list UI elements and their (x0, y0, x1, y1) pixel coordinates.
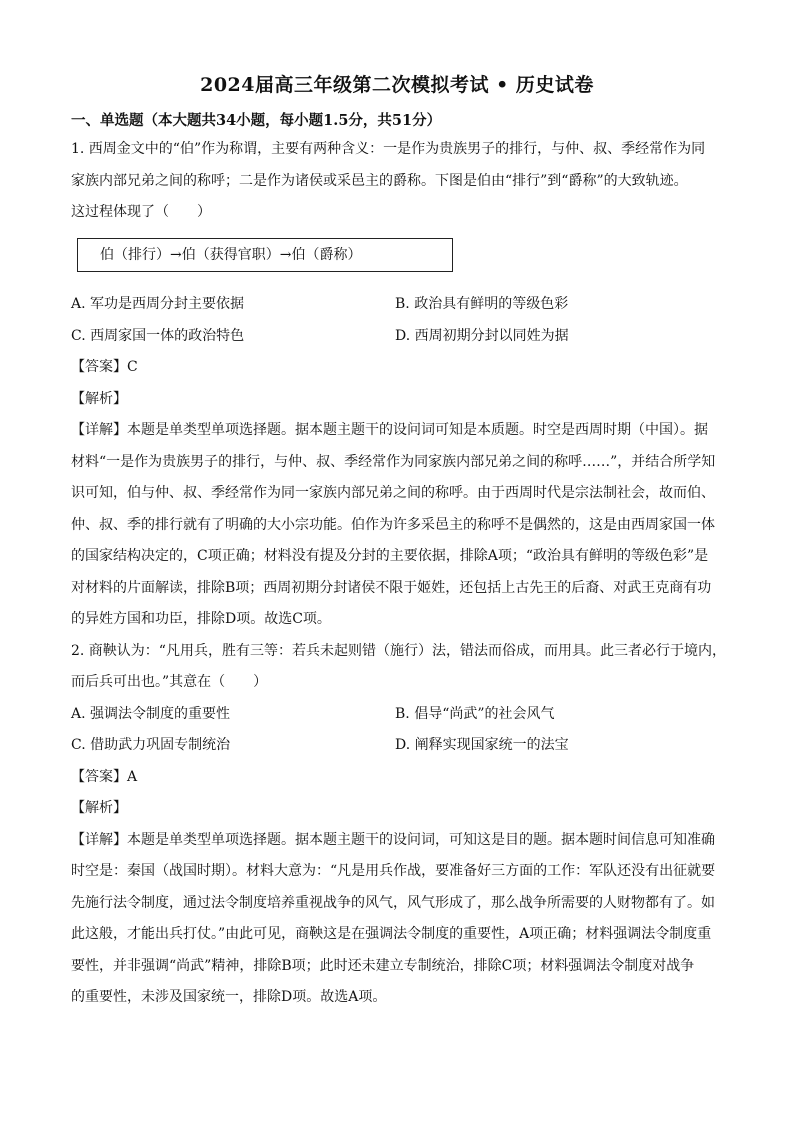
q1-stem-line: 1. 西周金文中的“伯”作为称谓，主要有两种含义：一是作为贵族男子的排行，与仲、叔、季经常作为同 (71, 141, 706, 157)
q1-stem-line: 这过程体现了（ ） (71, 204, 211, 220)
q2-detail-line: 此这般，才能出兵打仗。”由此可见，商鞅这是在强调法令制度的重要性，A项正确；材料强调法令制度重 (71, 926, 712, 942)
q1-detail-line: 对材料的片面解读，排除B项；西周初期分封诸侯不限于姬姓，还包括上古先王的后裔、对武王克商有功 (71, 579, 712, 596)
q2-detail-line: 要性，并非强调“尚武”精神，排除B项；此时还未建立专制统治，排除C项；材料强调法令制度对战争 (71, 957, 695, 974)
q1-stem-line: 家族内部兄弟之间的称呼；二是作为诸侯或采邑主的爵称。下图是伯由“排行”到“爵称”的大致轨迹。 (71, 172, 688, 189)
q2-answer: 【答案】A (71, 768, 138, 785)
q2-stem-line: 而后兵可出也。”其意在（ ） (71, 674, 268, 690)
q2-option-b: B. 倡导“尚武”的社会风气 (395, 705, 555, 722)
q1-detail-line: 识可知，伯与仲、叔、季经常作为同一家族内部兄弟之间的称呼。由于西周时代是宗法制社会，故而伯、 (71, 485, 715, 501)
q1-detail-line: 【详解】本题是单类型单项选择题。据本题主题干的设问词可知是本质题。时空是西周时期（中国）。据 (71, 422, 708, 438)
q2-option-c: C. 借助武力巩固专制统治 (71, 737, 231, 753)
q1-detail-line: 材料“一是作为贵族男子的排行，与仲、叔、季经常作为同家族内部兄弟之间的称呼……”，并结合所学知 (71, 453, 716, 470)
q2-option-a: A. 强调法令制度的重要性 (71, 705, 231, 722)
q1-options-block (71, 289, 731, 1014)
q1-flow-diagram-box: 伯（排行）→伯（获得官职）→伯（爵称） (77, 238, 453, 272)
q1-detail-line: 的异姓方国和功臣，排除D项。故选C项。 (71, 611, 331, 627)
q1-option-d: D. 西周初期分封以同姓为据 (395, 327, 569, 344)
q2-option-d: D. 阐释实现国家统一的法宝 (395, 737, 569, 753)
q1-detail-line: 的国家结构决定的，C项正确；材料没有提及分封的主要依据，排除A项；“政治具有鲜明的等级色彩”是 (71, 548, 709, 564)
q1-answer: 【答案】C (71, 359, 138, 375)
q1-option-a: A. 军功是西周分封主要依据 (71, 296, 245, 312)
q2-detail-line: 时空是：秦国（战国时期）。材料大意为：“凡是用兵作战，要准备好三方面的工作：军队还没有出征就要 (71, 863, 716, 879)
q1-options (71, 289, 731, 352)
q1-detail-line: 仲、叔、季的排行就有了明确的大小宗功能。伯作为许多采邑主的称呼不是偶然的，这是由西周家国一体 (71, 516, 715, 533)
q1-analysis-label: 【解析】 (71, 390, 127, 407)
q2-stem-line: 2. 商鞅认为：“凡用兵，胜有三等：若兵未起则错（施行）法，错法而俗成，而用具。此三者必行于境内， (71, 642, 726, 659)
q2-detail-line: 的重要性，未涉及国家统一，排除D项。故选A项。 (71, 989, 387, 1005)
exam-title: 2024届高三年级第二次模拟考试 • 历史试卷 (200, 74, 594, 96)
q2-detail-line: 【详解】本题是单类型单项选择题。据本题主题干的设问词，可知这是目的题。据本题时间信息可知准确 (71, 831, 715, 848)
q2-detail-line: 先施行法令制度，通过法令制度培养重视战争的风气，风气形成了，那么战争所需要的人财物都有了。如 (71, 894, 715, 911)
q1-option-c: C. 西周家国一体的政治特色 (71, 327, 245, 344)
question-1 (71, 134, 731, 229)
q2-options (71, 699, 731, 762)
section-heading: 一、单选题（本大题共34小题，每小题1.5分，共51分） (71, 112, 442, 129)
q2-analysis-label: 【解析】 (71, 800, 127, 816)
q1-option-b: B. 政治具有鲜明的等级色彩 (395, 296, 569, 312)
